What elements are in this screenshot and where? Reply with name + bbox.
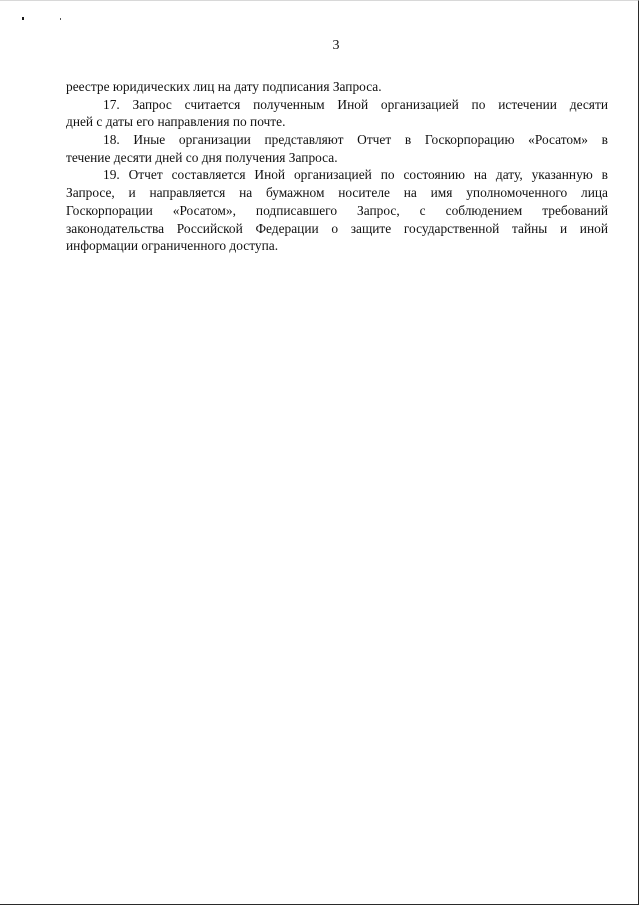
scan-speck bbox=[60, 18, 61, 20]
scan-speck bbox=[22, 17, 24, 20]
text-line: законодательства Российской Федерации о защите государственной тайны и иной bbox=[66, 220, 608, 236]
text-line: 19. Отчет составляется Иной организацией по состоянию на дату, указанную в bbox=[103, 167, 608, 183]
text-line: Запросе, и направляется на бумажном носителе на имя уполномоченного лица bbox=[66, 185, 608, 201]
text-line: течение десяти дней со дня получения Запроса. bbox=[66, 149, 338, 165]
paragraph-19 bbox=[66, 166, 608, 254]
text-line: Госкорпорации «Росатом», подписавшего Запрос, с соблюдением требований bbox=[66, 202, 608, 218]
page-number: 3 bbox=[332, 38, 340, 53]
text-line: 17. Запрос считается полученным Иной организацией по истечении десяти bbox=[103, 96, 608, 112]
text-line: дней с даты его направления по почте. bbox=[66, 114, 286, 130]
paragraph-17 bbox=[66, 96, 608, 131]
document-body bbox=[66, 78, 608, 255]
text-line: информации ограниченного доступа. bbox=[66, 238, 279, 254]
text-line: 18. Иные организации представляют Отчет в Госкорпорацию «Росатом» в bbox=[103, 132, 608, 148]
paragraph-18 bbox=[66, 131, 608, 166]
text-line: реестре юридических лиц на дату подписания Запроса. bbox=[66, 79, 382, 94]
paragraph-16-continuation bbox=[66, 78, 608, 96]
